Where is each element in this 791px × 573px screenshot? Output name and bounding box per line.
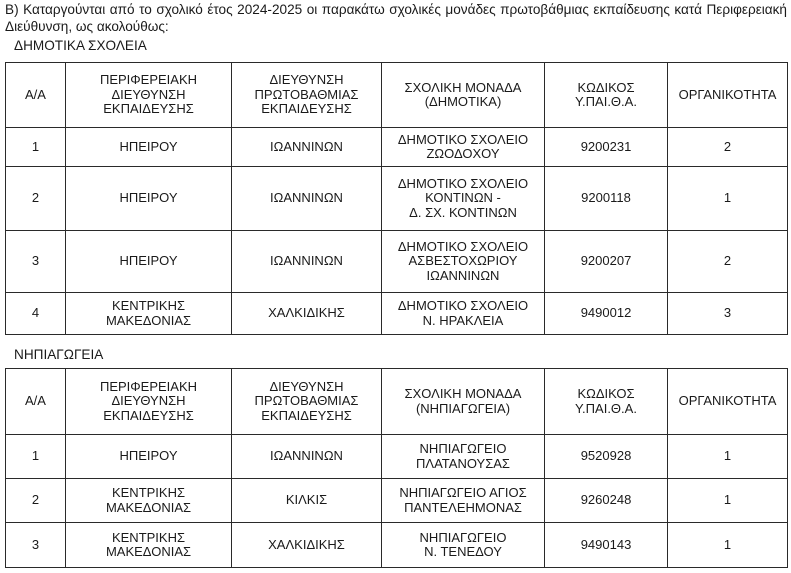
table-row (6, 167, 788, 231)
cell-text-line: ΑΣΒΕΣΤΟΧΩΡΙΟΥ (408, 253, 518, 269)
cell-text-line: 9490143 (580, 536, 632, 552)
cell-text-line: ΧΑΛΚΙΔΙΚΗΣ (268, 536, 345, 552)
cell-text-line: 1 (723, 190, 732, 206)
header-cell-code (545, 63, 668, 128)
cell-text-line: ΝΗΠΙΑΓΩΓΕΙΟ ΑΓΙΟΣ (399, 485, 527, 500)
table-header-row (6, 369, 788, 435)
table-row (6, 231, 788, 293)
kindergartens-table (5, 368, 788, 568)
cell-text-line: ΕΚΠΑΙΔΕΥΣΗΣ (261, 407, 352, 423)
cell-code (545, 128, 668, 167)
cell-organic-size (668, 231, 788, 293)
cell-text-line: ΔΙΕΥΘΥΝΣΗ (269, 378, 344, 394)
cell-school-unit (382, 293, 545, 335)
cell-code (545, 231, 668, 293)
cell-text-line: ΙΩΑΝΝΙΝΩΝ (270, 448, 343, 464)
cell-text-line: 2 (723, 253, 732, 269)
cell-text-line: 9260248 (580, 492, 632, 508)
cell-text-line: Ν. ΗΡΑΚΛΕΙΑ (422, 312, 504, 328)
cell-primary-directorate (232, 479, 382, 523)
cell-text-line: ΚΕΝΤΡΙΚΗΣ (111, 529, 186, 545)
cell-organic-size (668, 167, 788, 231)
cell-text-line: 1 (31, 448, 40, 464)
cell-text-line: ΠΕΡΙΦΕΡΕΙΑΚΗ (99, 378, 198, 394)
table-row (6, 523, 788, 568)
primary-schools-table (5, 62, 788, 335)
cell-text-line: 2 (723, 138, 732, 154)
header-cell-primary-directorate (232, 369, 382, 435)
header-cell-index (6, 63, 66, 128)
cell-text-line: ΣΧΟΛΙΚΗ ΜΟΝΑΔΑ (404, 386, 522, 401)
cell-text-line: 3 (723, 305, 732, 321)
cell-primary-directorate (232, 523, 382, 568)
cell-organic-size (668, 435, 788, 479)
cell-index (6, 167, 66, 231)
cell-text-line: ΚΩΔΙΚΟΣ (577, 386, 635, 401)
cell-text-line: 1 (723, 492, 732, 508)
cell-text-line: (ΔΗΜΟΤΙΚΑ) (424, 94, 502, 109)
cell-text-line: 9200118 (581, 190, 631, 206)
cell-text-line: ΕΚΠΑΙΔΕΥΣΗΣ (103, 407, 194, 423)
cell-text-line: 3 (31, 253, 40, 269)
cell-index (6, 523, 66, 568)
cell-primary-directorate (232, 231, 382, 293)
cell-text-line: ΔΙΕΥΘΥΝΣΗ (111, 393, 186, 409)
cell-organic-size (668, 293, 788, 335)
cell-text-line: 3 (31, 536, 40, 552)
cell-text-line: ΗΠΕΙΡΟΥ (119, 253, 178, 269)
cell-text-line: Υ.ΠΑΙ.Θ.Α. (575, 400, 637, 416)
cell-text-line: ΜΑΚΕΔΟΝΙΑΣ (105, 312, 192, 328)
cell-code (545, 167, 668, 231)
cell-text-line: ΠΡΩΤΟΒΑΘΜΙΑΣ (254, 393, 359, 409)
cell-text-line: ΔΗΜΟΤΙΚΟ ΣΧΟΛΕΙΟ (397, 238, 529, 254)
cell-text-line: 9490012 (580, 305, 632, 321)
cell-text-line: 9200231 (580, 138, 632, 154)
cell-text-line: ΔΗΜΟΤΙΚΟ ΣΧΟΛΕΙΟ (397, 131, 529, 147)
cell-school-unit (382, 128, 545, 167)
table-row (6, 293, 788, 335)
cell-text-line: ΗΠΕΙΡΟΥ (119, 448, 178, 464)
cell-organic-size (668, 128, 788, 167)
cell-text-line: ΗΠΕΙΡΟΥ (119, 190, 178, 206)
cell-primary-directorate (232, 435, 382, 479)
cell-text-line: 2 (31, 190, 40, 206)
cell-text-line: 1 (723, 536, 732, 552)
cell-text-line: ΔΙΕΥΘΥΝΣΗ (111, 86, 186, 102)
cell-organic-size (668, 479, 788, 523)
cell-text-line: ΠΕΡΙΦΕΡΕΙΑΚΗ (99, 72, 198, 88)
header-cell-regional-directorate (66, 63, 232, 128)
table-row (6, 128, 788, 167)
header-cell-organic-size (668, 63, 788, 128)
header-cell-index (6, 369, 66, 435)
cell-text-line: ΠΑΝΤΕΛΕΗΜΟΝΑΣ (404, 499, 522, 515)
cell-index (6, 128, 66, 167)
cell-text-line: Υ.ΠΑΙ.Θ.Α. (575, 94, 637, 109)
cell-text-line: ΖΩΟΔΟΧΟΥ (426, 146, 500, 161)
cell-text-line: Α/Α (25, 393, 46, 409)
cell-text-line: Δ. ΣΧ. ΚΟΝΤΙΝΩΝ (409, 204, 517, 220)
cell-text-line: ΜΑΚΕΔΟΝΙΑΣ (105, 499, 192, 515)
cell-text-line: ΗΠΕΙΡΟΥ (119, 138, 178, 154)
cell-text-line: ΠΡΩΤΟΒΑΘΜΙΑΣ (254, 86, 359, 102)
cell-organic-size (668, 523, 788, 568)
cell-school-unit (382, 523, 545, 568)
cell-text-line: ΔΗΜΟΤΙΚΟ ΣΧΟΛΕΙΟ (397, 298, 529, 313)
cell-text-line: ΚΩΔΙΚΟΣ (577, 79, 635, 95)
cell-regional-directorate (66, 435, 232, 479)
cell-text-line: 9200207 (580, 253, 632, 269)
cell-index (6, 435, 66, 479)
header-cell-school-unit (382, 369, 545, 435)
cell-text-line: ΙΩΑΝΝΙΝΩΝ (270, 138, 343, 154)
table-header-row (6, 63, 788, 128)
cell-primary-directorate (232, 128, 382, 167)
cell-text-line: ΝΗΠΙΑΓΩΓΕΙΟ (419, 441, 507, 456)
cell-text-line: 4 (31, 305, 40, 321)
cell-text-line: ΚΕΝΤΡΙΚΗΣ (111, 298, 186, 313)
cell-text-line: ΧΑΛΚΙΔΙΚΗΣ (268, 305, 345, 321)
cell-text-line: ΚΕΝΤΡΙΚΗΣ (111, 485, 186, 500)
cell-school-unit (382, 435, 545, 479)
cell-school-unit (382, 231, 545, 293)
cell-regional-directorate (66, 128, 232, 167)
header-cell-regional-directorate (66, 369, 232, 435)
cell-primary-directorate (232, 167, 382, 231)
cell-text-line: 9520928 (580, 448, 632, 464)
cell-text-line: ΙΩΑΝΝΙΝΩΝ (270, 190, 343, 206)
cell-code (545, 293, 668, 335)
cell-text-line: Ν. ΤΕΝΕΔΟΥ (424, 544, 502, 559)
cell-code (545, 523, 668, 568)
cell-index (6, 479, 66, 523)
cell-school-unit (382, 167, 545, 231)
header-cell-code (545, 369, 668, 435)
cell-text-line: ΕΚΠΑΙΔΕΥΣΗΣ (103, 101, 194, 117)
cell-text-line: ΙΩΑΝΝΙΝΩΝ (426, 267, 500, 283)
cell-text-line: ΣΧΟΛΙΚΗ ΜΟΝΑΔΑ (404, 79, 522, 95)
cell-text-line: 2 (31, 492, 40, 508)
header-cell-primary-directorate (232, 63, 382, 128)
cell-school-unit (382, 479, 545, 523)
cell-regional-directorate (66, 167, 232, 231)
cell-regional-directorate (66, 479, 232, 523)
cell-code (545, 479, 668, 523)
intro-paragraph: Β) Καταργούνται από το σχολικό έτος 2024-2025 οι παρακάτω σχολικές μονάδες πρωτοβάθμιας εκπαίδευσης κατά Περιφερειακή Διεύθυνση, ως ακολούθως: (5, 2, 787, 34)
cell-code (545, 435, 668, 479)
cell-index (6, 231, 66, 293)
header-cell-school-unit (382, 63, 545, 128)
cell-text-line: ΠΛΑΤΑΝΟΥΣΑΣ (416, 455, 510, 471)
cell-text-line: (ΝΗΠΙΑΓΩΓΕΙΑ) (415, 400, 511, 416)
cell-text-line: ΝΗΠΙΑΓΩΓΕΙΟ (419, 529, 507, 545)
cell-text-line: Α/Α (25, 86, 46, 102)
cell-text-line: ΜΑΚΕΔΟΝΙΑΣ (105, 544, 192, 559)
cell-text-line: ΚΟΝΤΙΝΩΝ - (425, 190, 501, 206)
cell-text-line: ΕΚΠΑΙΔΕΥΣΗΣ (261, 101, 352, 117)
cell-regional-directorate (66, 523, 232, 568)
cell-text-line: ΟΡΓΑΝΙΚΟΤΗΤΑ (678, 393, 777, 409)
cell-text-line: ΔΙΕΥΘΥΝΣΗ (269, 72, 344, 88)
section-title-kindergartens: ΝΗΠΙΑΓΩΓΕΙΑ (14, 347, 104, 362)
cell-index (6, 293, 66, 335)
section-title-primary-schools: ΔΗΜΟΤΙΚΑ ΣΧΟΛΕΙΑ (14, 38, 147, 53)
cell-text-line: ΙΩΑΝΝΙΝΩΝ (270, 253, 343, 269)
cell-text-line: ΔΗΜΟΤΙΚΟ ΣΧΟΛΕΙΟ (397, 175, 529, 191)
cell-text-line: 1 (723, 448, 732, 464)
cell-regional-directorate (66, 293, 232, 335)
table-row (6, 435, 788, 479)
cell-regional-directorate (66, 231, 232, 293)
cell-text-line: 1 (31, 138, 40, 154)
header-cell-organic-size (668, 369, 788, 435)
cell-text-line: ΚΙΛΚΙΣ (285, 492, 328, 508)
cell-primary-directorate (232, 293, 382, 335)
cell-text-line: ΟΡΓΑΝΙΚΟΤΗΤΑ (678, 86, 777, 102)
table-row (6, 479, 788, 523)
